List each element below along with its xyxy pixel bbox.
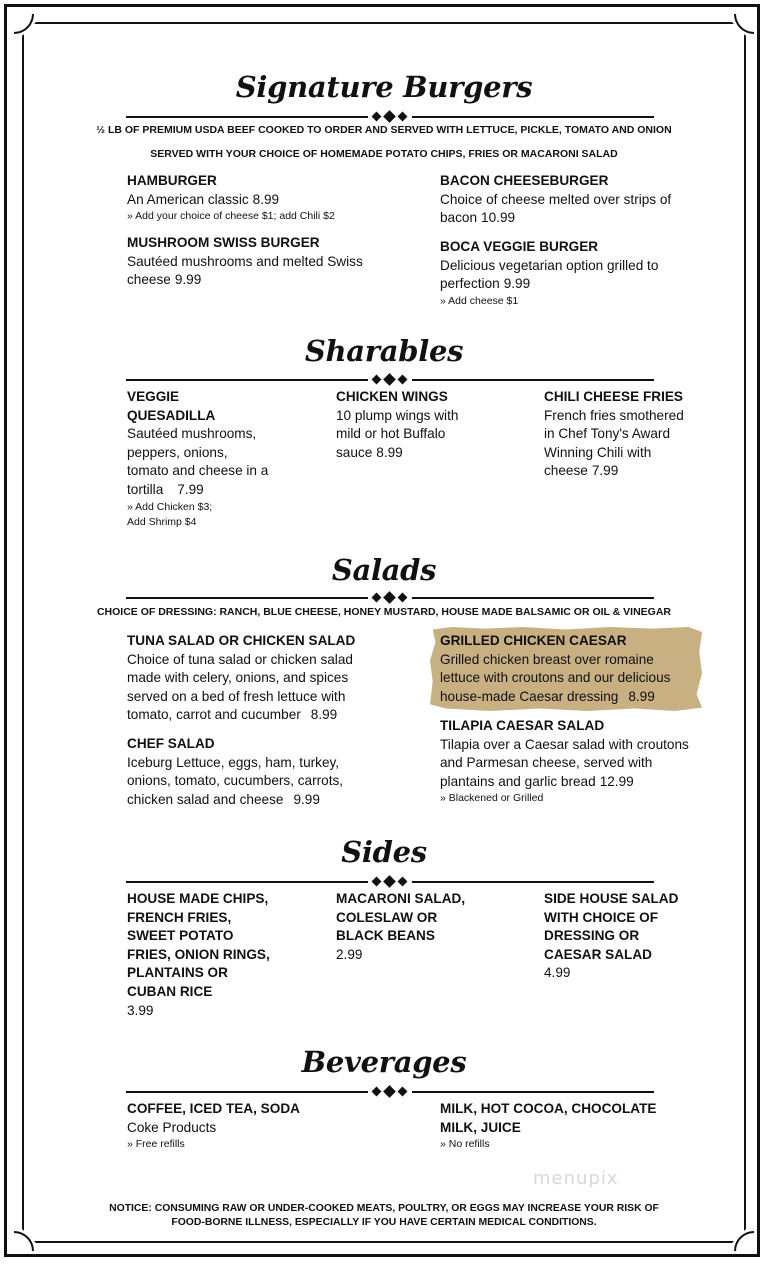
item-name: HOUSE MADE CHIPS,	[127, 891, 269, 906]
item-desc: Delicious vegetarian option grilled to	[440, 257, 659, 273]
menu-item-veggie-quesadilla	[127, 388, 268, 531]
item-name: WITH CHOICE OF	[544, 909, 659, 925]
item-name: SWEET POTATO	[127, 928, 234, 944]
item-note: » Free refills	[127, 1138, 185, 1151]
item-price: 9.99	[503, 276, 531, 292]
item-name: PLANTAINS OR	[127, 965, 228, 981]
item-desc: tomato and cheese in a	[127, 463, 269, 479]
item-desc: lettuce with croutons and our delicious	[440, 670, 671, 686]
item-desc: Tilapia over a Caesar salad with croutons	[440, 736, 689, 752]
item-price: 8.99	[376, 444, 403, 460]
item-desc: tortilla	[127, 481, 164, 497]
item-desc: plantains and garlic bread	[440, 773, 596, 789]
item-desc: peppers, onions,	[127, 444, 228, 460]
burgers-subtitle: ½ LB OF PREMIUM USDA BEEF COOKED TO ORDER AND SERVED WITH LETTUCE, PICKLE, TOMATO AND ONION	[96, 124, 672, 136]
item-desc: perfection	[440, 276, 500, 292]
item-note: » No refills	[440, 1138, 490, 1151]
item-desc: bacon	[440, 210, 478, 226]
item-price: 12.99	[599, 773, 634, 789]
notice-line: FOOD-BORNE ILLNESS, ESPECIALLY IF YOU HAVE CERTAIN MEDICAL CONDITIONS.	[171, 1217, 597, 1228]
item-price: 7.99	[591, 463, 619, 479]
menu-item-sides-chips-fries	[127, 890, 270, 1020]
menu-item-chicken-wings	[336, 388, 458, 462]
item-desc: French fries smothered	[544, 407, 684, 423]
item-name: SIDE HOUSE SALAD	[544, 891, 679, 906]
section-divider	[126, 876, 654, 888]
menu-item-milk-cocoa-juice	[440, 1100, 656, 1153]
menu-item-sides-house-salad	[544, 890, 678, 983]
menu-item-chef-salad	[127, 735, 343, 809]
section-divider	[126, 111, 654, 123]
item-name: BLACK BEANS	[336, 928, 435, 944]
item-desc: sauce	[336, 444, 373, 460]
item-note: » Add cheese $1	[440, 294, 519, 307]
menu-item-tilapia-caesar-salad	[440, 717, 689, 807]
item-desc: served on a bed of fresh lettuce with	[127, 688, 346, 704]
item-name: CHILI CHEESE FRIES	[544, 389, 683, 404]
item-name: CHEF SALAD	[127, 736, 215, 751]
item-note: » Add Chicken $3;	[127, 500, 213, 513]
item-price: 9.99	[174, 272, 202, 288]
item-desc: Iceburg Lettuce, eggs, ham, turkey,	[127, 754, 340, 770]
item-name: TILAPIA CAESAR SALAD	[440, 718, 605, 733]
item-price: 3.99	[127, 1002, 154, 1018]
menu-item-coffee-tea-soda	[127, 1100, 300, 1153]
section-divider	[126, 592, 654, 604]
item-name: BACON CHEESEBURGER	[440, 173, 609, 188]
section-title-sharables: Sharables	[304, 334, 464, 368]
item-name: MACARONI SALAD,	[336, 891, 466, 906]
item-desc: chicken salad and cheese	[127, 791, 284, 807]
item-note: » Blackened or Grilled	[440, 792, 544, 805]
item-name: BOCA VEGGIE BURGER	[440, 239, 599, 254]
menu-item-boca-veggie-burger	[440, 238, 658, 309]
burgers-subtitle-sides: SERVED WITH YOUR CHOICE OF HOMEMADE POTATO CHIPS, FRIES OR MACARONI SALAD	[150, 148, 618, 160]
item-desc: 10 plump wings with	[336, 407, 459, 423]
section-title-sides: Sides	[341, 835, 427, 869]
item-price: 2.99	[336, 946, 363, 962]
item-desc: An American classic	[127, 191, 249, 207]
item-name: MUSHROOM SWISS BURGER	[127, 235, 320, 250]
item-price: 8.99	[628, 688, 655, 704]
item-desc: Sautéed mushrooms and melted Swiss	[127, 253, 363, 269]
item-name: QUESADILLA	[127, 407, 216, 423]
health-notice	[100, 1202, 668, 1230]
item-desc: mild or hot Buffalo	[336, 426, 446, 442]
notice-line: NOTICE: CONSUMING RAW OR UNDER-COOKED MEATS, POULTRY, OR EGGS MAY INCREASE YOUR RISK OF	[109, 1203, 659, 1214]
item-desc: house-made Caesar dressing	[440, 688, 619, 704]
salads-dressing-subtitle: CHOICE OF DRESSING: RANCH, BLUE CHEESE, HONEY MUSTARD, HOUSE MADE BALSAMIC OR OIL & VINEGAR	[96, 606, 672, 618]
item-desc: onions, tomato, cucumbers, carrots,	[127, 773, 344, 789]
item-desc: Choice of cheese melted over strips of	[440, 191, 672, 207]
item-note: Add Shrimp $4	[127, 516, 197, 529]
item-name: CUBAN RICE	[127, 983, 213, 999]
section-title-salads: Salads	[331, 553, 437, 587]
item-desc: and Parmesan cheese, served with	[440, 755, 653, 771]
item-desc: cheese	[127, 272, 171, 288]
item-price: 4.99	[544, 965, 571, 981]
menu-item-tuna-chicken-salad	[127, 632, 355, 725]
menu-item-chili-cheese-fries	[544, 388, 684, 481]
item-name: COLESLAW OR	[336, 909, 438, 925]
item-name: MILK, JUICE	[440, 1119, 521, 1135]
item-name: VEGGIE	[127, 389, 180, 404]
item-desc: made with celery, onions, and spices	[127, 670, 349, 686]
item-name: GRILLED CHICKEN CAESAR	[440, 633, 627, 648]
item-price: 10.99	[481, 210, 516, 226]
menu-item-bacon-cheeseburger	[440, 172, 671, 228]
item-price: 8.99	[310, 707, 338, 723]
item-desc: Winning Chili with	[544, 444, 652, 460]
item-name: TUNA SALAD OR CHICKEN SALAD	[127, 633, 356, 648]
item-name: FRENCH FRIES,	[127, 909, 232, 925]
item-name: MILK, HOT COCOA, CHOCOLATE	[440, 1101, 657, 1116]
item-desc: tomato, carrot and cucumber	[127, 707, 301, 723]
menu-item-sides-macaroni-coleslaw	[336, 890, 465, 964]
item-name: FRIES, ONION RINGS,	[127, 946, 270, 962]
item-price: 7.99	[177, 481, 204, 497]
watermark-logo: menupix	[533, 1168, 619, 1189]
item-desc: in Chef Tony's Award	[544, 426, 671, 442]
item-desc: Sautéed mushrooms,	[127, 426, 257, 442]
item-desc: Grilled chicken breast over romaine	[440, 651, 654, 667]
item-desc: Coke Products	[127, 1119, 217, 1135]
section-divider	[126, 374, 654, 386]
section-title-burgers: Signature Burgers	[235, 70, 533, 104]
item-desc: Choice of tuna salad or chicken salad	[127, 651, 353, 667]
item-name: CHICKEN WINGS	[336, 389, 448, 404]
section-title-beverages: Beverages	[301, 1045, 467, 1079]
menu-item-mushroom-swiss-burger	[127, 234, 363, 290]
section-divider	[126, 1086, 654, 1098]
item-name: COFFEE, ICED TEA, SODA	[127, 1101, 300, 1116]
item-name: CAESAR SALAD	[544, 946, 652, 962]
menu-item-hamburger	[127, 172, 335, 225]
menu-item-grilled-chicken-caesar	[440, 632, 670, 706]
item-price: 9.99	[293, 791, 320, 807]
item-price: 8.99	[252, 191, 280, 207]
item-note: » Add your choice of cheese $1; add Chili $2	[127, 210, 335, 223]
item-name: HAMBURGER	[127, 173, 217, 188]
item-desc: cheese	[544, 463, 588, 479]
item-name: DRESSING OR	[544, 928, 640, 944]
